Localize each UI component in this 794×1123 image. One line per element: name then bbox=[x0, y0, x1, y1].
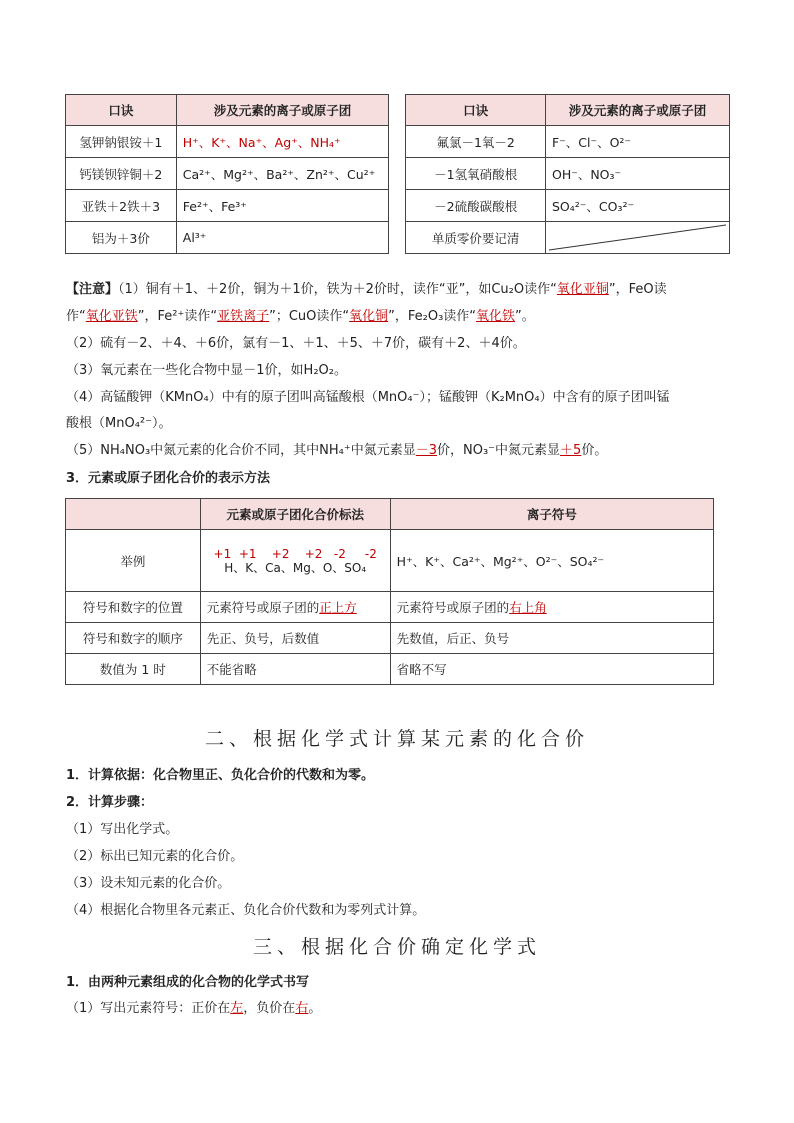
diagonal-line bbox=[546, 222, 729, 253]
answer-term: 右上角 bbox=[509, 600, 547, 615]
formula-step-1 bbox=[66, 999, 321, 1019]
note-1-cont bbox=[66, 307, 535, 327]
heading-section-3: 三、根据化合价确定化学式 bbox=[252, 936, 541, 958]
mnemonic-cell: 氟氯－1氧－2 bbox=[406, 126, 546, 158]
answer-term: 左 bbox=[230, 1001, 244, 1016]
calc-step-2: （2）标出已知元素的化合价。 bbox=[66, 849, 244, 864]
calc-basis: 1．计算依据：化合物里正、负化合价的代数和为零。 bbox=[66, 768, 375, 783]
calc-step-3: （3）设未知元素的化合价。 bbox=[66, 876, 231, 891]
row-label-position: 符号和数字的位置 bbox=[66, 592, 201, 623]
ion-cell: H⁺、K⁺、Na⁺、Ag⁺、NH₄⁺ bbox=[176, 126, 389, 158]
calc-step-1: （1）写出化学式。 bbox=[66, 822, 179, 837]
note-text: 作“ bbox=[66, 309, 86, 324]
header-ion-symbol: 离子符号 bbox=[390, 499, 713, 530]
note-text: （5）NH₄NO₃中氮元素的化合价不同，其中NH₄⁺中氮元素显 bbox=[66, 443, 416, 458]
note-3: （3）氧元素在一些化合物中显－1价，如H₂O₂。 bbox=[66, 363, 347, 378]
answer-term: 氧化亚铜 bbox=[556, 282, 609, 297]
answer-value: －3 bbox=[415, 443, 438, 458]
ion-cell: Ca²⁺、Mg²⁺、Ba²⁺、Zn²⁺、Cu²⁺ bbox=[176, 158, 389, 190]
note-5 bbox=[66, 441, 607, 461]
row-label-example: 举例 bbox=[66, 530, 201, 592]
position-valence-cell bbox=[200, 592, 390, 623]
one-ion-cell: 省略不写 bbox=[390, 654, 713, 685]
note-text: ”；CuO读作“ bbox=[269, 309, 350, 324]
diagonal-cell bbox=[545, 222, 729, 254]
note-text: ”。 bbox=[515, 309, 535, 324]
answer-term: 右 bbox=[295, 1001, 309, 1016]
table-gap bbox=[389, 95, 406, 254]
header-ions-2: 涉及元素的离子或原子团 bbox=[545, 95, 729, 126]
note-2: （2）硫有－2、＋4、＋6价，氯有－1、＋1、＋5、＋7价，碳有＋2、＋4价。 bbox=[66, 336, 526, 351]
ion-example-cell: H⁺、K⁺、Ca²⁺、Mg²⁺、O²⁻、SO₄²⁻ bbox=[390, 530, 713, 592]
cell-text: 元素符号或原子团的 bbox=[396, 600, 510, 615]
mnemonic-cell: －1氢氧硝酸根 bbox=[406, 158, 546, 190]
valence-notation-table bbox=[65, 498, 714, 685]
cell-text: 元素符号或原子团的 bbox=[206, 600, 320, 615]
valence-numbers: +1 +1 +2 +2 -2 -2 bbox=[213, 546, 377, 561]
answer-term: 亚铁离子 bbox=[217, 309, 270, 324]
note-label: 【注意】 bbox=[66, 282, 119, 297]
note-text: 价，NO₃⁻中氮元素显 bbox=[437, 443, 561, 458]
valence-example-cell bbox=[200, 530, 390, 592]
note-text: ”，FeO读 bbox=[608, 282, 667, 297]
calc-steps-title: 2．计算步骤： bbox=[66, 795, 154, 810]
row-label-order: 符号和数字的顺序 bbox=[66, 623, 201, 654]
answer-term: 氧化亚铁 bbox=[85, 309, 138, 324]
answer-term: 正上方 bbox=[319, 600, 357, 615]
section-3-title: 3．元素或原子团化合价的表示方法 bbox=[66, 471, 271, 486]
one-valence-cell: 不能省略 bbox=[200, 654, 390, 685]
note-text: ”，Fe²⁺读作“ bbox=[137, 309, 218, 324]
note-text: ”，Fe₂O₃读作“ bbox=[388, 309, 477, 324]
answer-term: 氧化铁 bbox=[476, 309, 516, 324]
note-4: （4）高锰酸钾（KMnO₄）中有的原子团叫高锰酸根（MnO₄⁻）；锰酸钾（K₂MnO₄）中含有的原子团叫锰 bbox=[66, 390, 670, 405]
ion-cell: F⁻、Cl⁻、O²⁻ bbox=[545, 126, 729, 158]
line-text: ，负价在 bbox=[243, 1001, 296, 1016]
ion-cell: OH⁻、NO₃⁻ bbox=[545, 158, 729, 190]
line-text: 。 bbox=[308, 1001, 322, 1016]
header-ions: 涉及元素的离子或原子团 bbox=[176, 95, 389, 126]
header-blank bbox=[66, 499, 201, 530]
formula-title: 1．由两种元素组成的化合物的化学式书写 bbox=[66, 975, 310, 990]
order-ion-cell: 先数值，后正、负号 bbox=[390, 623, 713, 654]
mnemonic-cell: 氢钾钠银铵＋1 bbox=[66, 126, 177, 158]
note-4-cont: 酸根（MnO₄²⁻）。 bbox=[66, 416, 172, 431]
order-valence-cell: 先正、负号，后数值 bbox=[200, 623, 390, 654]
ion-cell: Fe²⁺、Fe³⁺ bbox=[176, 190, 389, 222]
heading-section-2: 二、根据化学式计算某元素的化合价 bbox=[204, 728, 589, 750]
mnemonic-cell: 单质零价要记清 bbox=[406, 222, 546, 254]
mnemonic-cell: 铝为＋3价 bbox=[66, 222, 177, 254]
mnemonic-cell: －2硫酸碳酸根 bbox=[406, 190, 546, 222]
position-ion-cell bbox=[390, 592, 713, 623]
header-valence-notation: 元素或原子团化合价标法 bbox=[200, 499, 390, 530]
header-mnemonic-2: 口诀 bbox=[406, 95, 546, 126]
ion-cell: Al³⁺ bbox=[176, 222, 389, 254]
mnemonic-cell: 亚铁＋2铁＋3 bbox=[66, 190, 177, 222]
note-1 bbox=[66, 280, 667, 300]
row-label-one: 数值为 1 时 bbox=[66, 654, 201, 685]
header-mnemonic: 口诀 bbox=[66, 95, 177, 126]
answer-value: ＋5 bbox=[560, 443, 582, 458]
valence-mnemonic-table bbox=[65, 94, 730, 254]
mnemonic-cell: 钙镁钡锌铜＋2 bbox=[66, 158, 177, 190]
note-text: （1）铜有＋1、＋2价，铜为＋1价，铁为＋2价时，读作“亚”，如Cu₂O读作“ bbox=[118, 282, 557, 297]
note-text: 价。 bbox=[581, 443, 608, 458]
valence-symbols: H、K、Ca、Mg、O、SO₄ bbox=[224, 560, 367, 575]
answer-term: 氧化铜 bbox=[349, 309, 389, 324]
ion-cell: SO₄²⁻、CO₃²⁻ bbox=[545, 190, 729, 222]
calc-step-4: （4）根据化合物里各元素正、负化合价代数和为零列式计算。 bbox=[66, 903, 426, 918]
line-text: （1）写出元素符号：正价在 bbox=[66, 1001, 231, 1016]
